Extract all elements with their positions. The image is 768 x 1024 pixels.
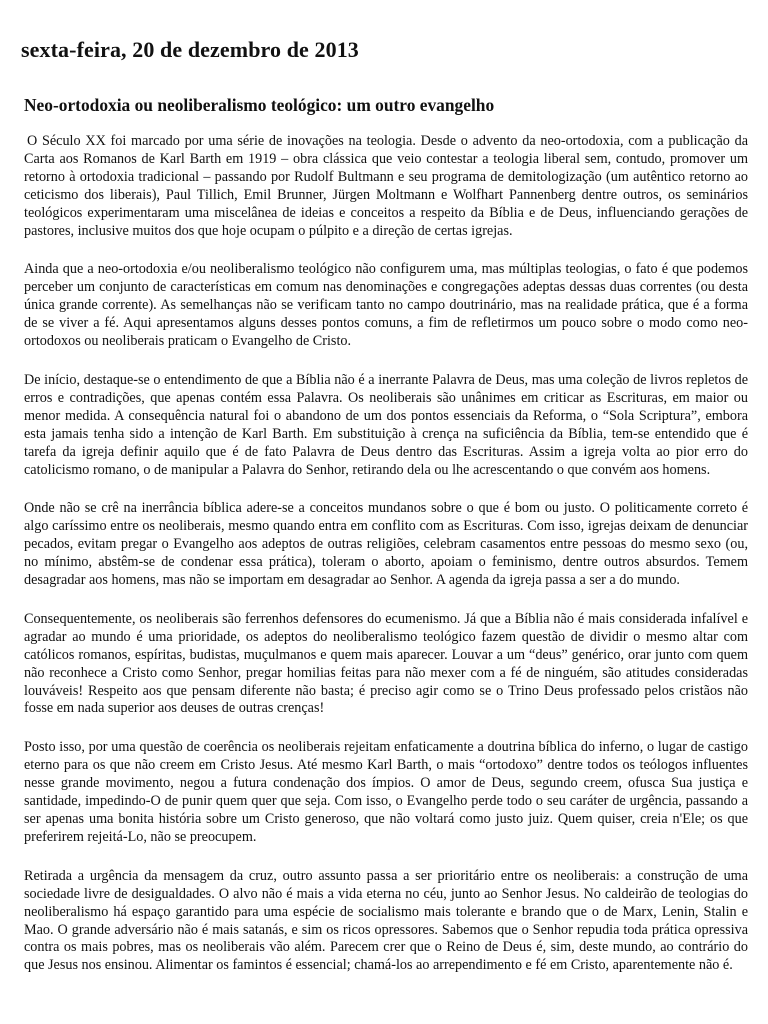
post-paragraph: Retirada a urgência da mensagem da cruz, outro assunto passa a ser prioritário entre os neoliberais: a construção de uma sociedade livre de desigualdades. O alvo não é mais a vida eterna no céu, junto ao Senhor Jesus. No caldeirão de teologias do neoliberalismo há espaço garantido para uma espécie de socialismo mais tolerante e brando que o de Marx, Lenin, Stalin e Mao. O grande adversário não é mais satanás, e sim os ricos opressores. Sabemos que o Senhor repudia toda prática opressiva contra os mais pobres, mas os neoliberais vão além. Parecem crer que o Reino de Deus é, sim, deste mundo, ao contrário do que Jesus nos ensinou. Alimentar os famintos é essencial; chamá-los ao arrependimento e fé em Cristo, aparentemente não é. bbox=[24, 867, 748, 974]
post-paragraph: Consequentemente, os neoliberais são ferrenhos defensores do ecumenismo. Já que a Bíblia não é mais considerada infalível e agradar ao mundo é uma prioridade, os adeptos do neoliberalismo teológico fazem questão de dividir o mesmo altar com católicos romanos, espíritas, budistas, muçulmanos e quem mais aparecer. Louvar a um “deus” genérico, orar junto com quem não reconhece a Cristo como Senhor, pregar homilias feitas para não mexer com a fé de ninguém, são atitudes consideradas louváveis! Respeito aos que pensam diferente não basta; é preciso agir como se o Trino Deus professado pelos cristãos não fosse em nada superior aos deuses de outras crenças! bbox=[24, 610, 748, 717]
date-header: sexta-feira, 20 de dezembro de 2013 bbox=[21, 37, 359, 62]
post-title: Neo-ortodoxia ou neoliberalismo teológico: um outro evangelho bbox=[24, 95, 495, 115]
post-paragraph: De início, destaque-se o entendimento de que a Bíblia não é a inerrante Palavra de Deus, mas uma coleção de livros repletos de erros e contradições, que apenas contém essa Palavra. Os neoliberais são unânimes em criticar as Escrituras, em maior ou menor medida. A consequência natural foi o abandono de um dos pontos essenciais da Reforma, o “Sola Scriptura”, embora esta jamais tenha sido a intenção de Karl Barth. Em substituição à crença na suficiência da Bíblia, tem-se entendido que é tarefa da igreja definir aquilo que é de fato Palavra de Deus dentro das Escrituras. Assim a igreja volta ao pior erro do catolicismo romano, o de manipular a Palavra do Senhor, retirando dela ou lhe acrescentando o que convém aos homens. bbox=[24, 371, 748, 478]
post-paragraph: Posto isso, por uma questão de coerência os neoliberais rejeitam enfaticamente a doutrina bíblica do inferno, o lugar de castigo eterno para os que não creem em Cristo Jesus. Até mesmo Karl Barth, o mais “ortodoxo” dentre todos os teólogos influentes nesse grande movimento, negou a futura condenação dos ímpios. O amor de Deus, segundo creem, ofusca Sua justiça e santidade, impedindo-O de punir quem quer que seja. Com isso, o Evangelho perde todo o seu caráter de urgência, passando a ser apenas uma bonita história sobre um Cristo generoso, que não voltará como justo juiz. Quem quiser, creia n'Ele; os que preferirem rejeitá-Lo, não se preocupem. bbox=[24, 739, 748, 845]
post-paragraph: O Século XX foi marcado por uma série de inovações na teologia. Desde o advento da neo-ortodoxia, com a publicação da Carta aos Romanos de Karl Barth em 1919 – obra clássica que veio contestar a teologia liberal sem, contudo, promover um retorno à ortodoxia tradicional – passando por Rudolf Bultmann e seu programa de demitologização (um autêntico retorno ao ceticismo dos liberais), Paul Tillich, Emil Brunner, Jürgen Moltmann e Wolfhart Pannenberg dentre outros, os seminários teológicos experimentaram uma miscelânea de ideias e conceitos a respeito da Bíblia e de Deus, influenciando gerações de pastores, inclusive muitos dos que hoje ocupam o púlpito e a direção de certas igrejas. bbox=[24, 133, 748, 239]
post-paragraph: Onde não se crê na inerrância bíblica adere-se a conceitos mundanos sobre o que é bom ou justo. O politicamente correto é algo caríssimo entre os neoliberais, mesmo quando entra em conflito com as Escrituras. Com isso, igrejas deixam de denunciar pecados, evitam pregar o Evangelho aos adeptos de outras religiões, celebram casamentos entre pessoas do mesmo sexo (ou, no mínimo, abstêm-se de condenar essa prática), toleram o aborto, apoiam o feminismo, dentre outros absurdos. Temem desagradar aos homens, mas não se importam em desagradar ao Senhor. A agenda da igreja passa a ser a do mundo. bbox=[24, 500, 748, 589]
post-paragraph: Ainda que a neo-ortodoxia e/ou neoliberalismo teológico não configurem uma, mas múltiplas teologias, o fato é que podemos perceber um conjunto de características em comum nas denominações e congregações adeptas dessas duas correntes (ou desta única grande corrente). As semelhanças não se verificam tanto no campo doutrinário, mas na realidade prática, que é a forma de se viver a fé. Aqui apresentamos alguns desses pontos comuns, a fim de refletirmos um pouco sobre o modo como neo-ortodoxos ou neoliberais praticam o Evangelho de Cristo. bbox=[24, 261, 748, 350]
post-body bbox=[24, 133, 748, 996]
